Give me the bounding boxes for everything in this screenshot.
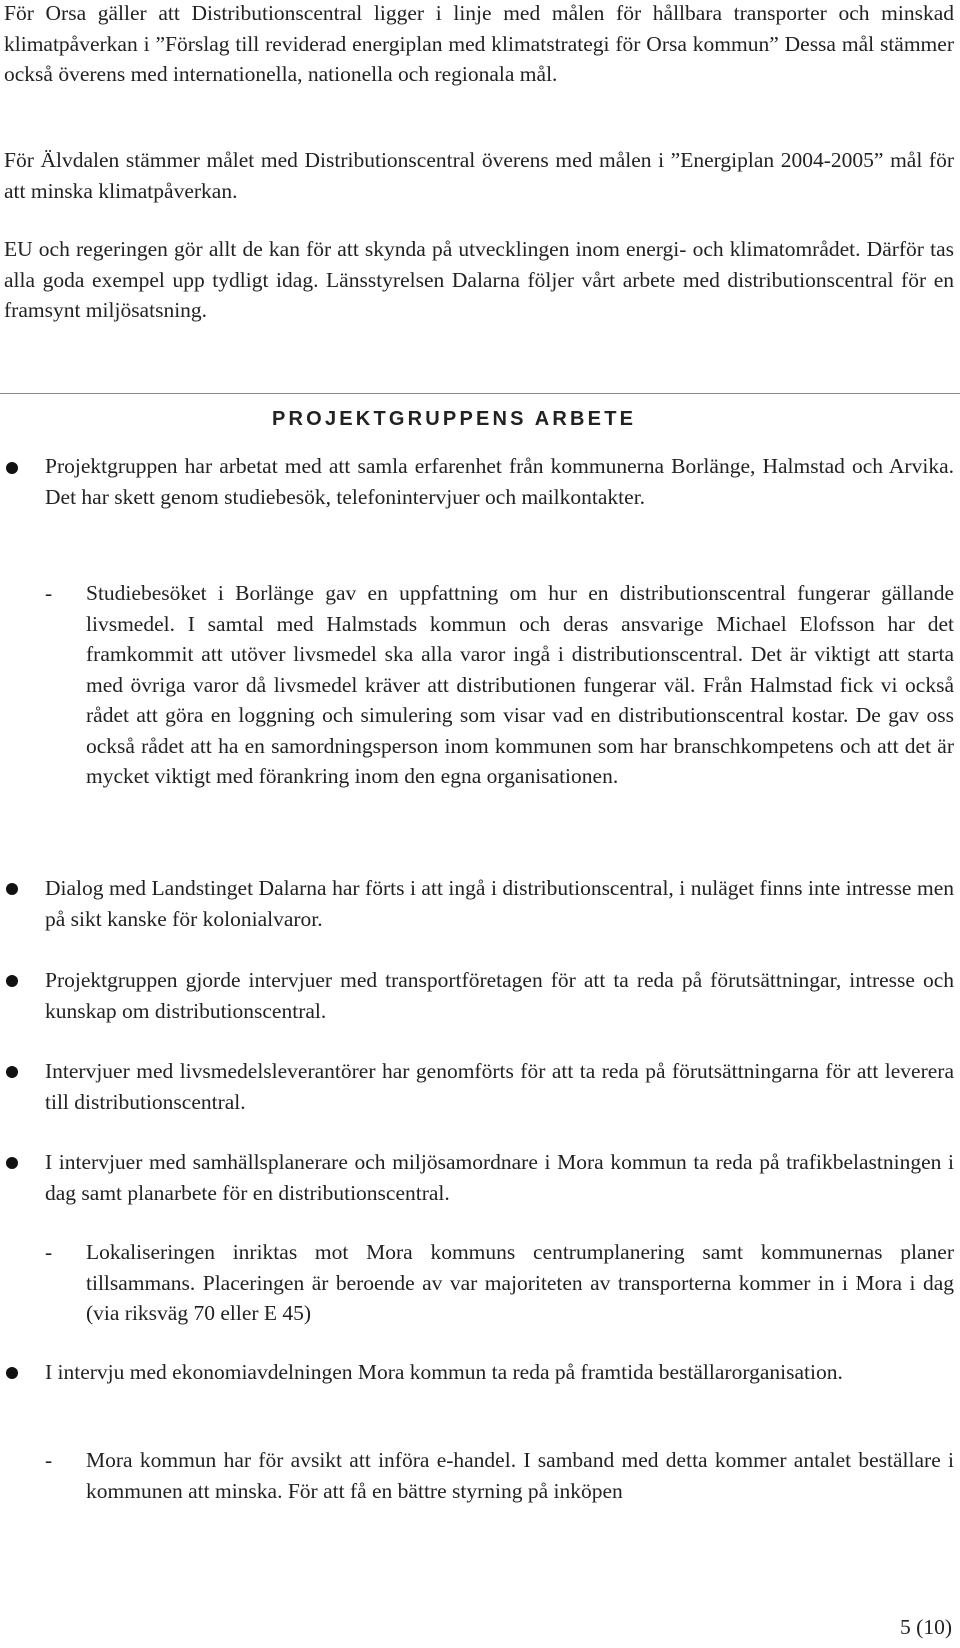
bullet-item-transportforetagen: Projektgruppen gjorde intervjuer med transportföretagen för att ta reda på förutsättningar, intresse och kunskap om distributionscentral. — [45, 968, 954, 1023]
page-number: 5 (10) — [900, 1615, 952, 1639]
bullet-item-ekonomiavdelningen: I intervju med ekonomiavdelningen Mora kommun ta reda på framtida beställarorganisation. — [45, 1360, 843, 1384]
bullet-icon — [6, 883, 18, 895]
bullet-icon — [6, 1367, 18, 1379]
dash-item-lokaliseringen: Lokaliseringen inriktas mot Mora kommuns centrumplanering samt kommunernas planer tillsammans. Placeringen är beroende av var majoriteten av transporterna kommer in i Mora i dag (via riksväg 70 eller E 45) — [86, 1240, 954, 1325]
section-divider — [0, 393, 960, 394]
dash-item-studiebesok: Studiebesöket i Borlänge gav en uppfattning om hur en distributionscentral fungerar gällande livsmedel. I samtal med Halmstads kommun och deras ansvarige Michael Elofsson har det framkommit att utöver livsmedel ska alla varor ingå i distributionscentral. Det är viktigt att starta med övriga varor då livsmedel kräver att distributionen fungerar väl. Från Halmstad fick vi också rådet att göra en loggning och simulering som visar vad en distributionscentral kostar. De gav oss också rådet att ha en samordningsperson inom kommunen som har branschkompetens och att det är mycket viktigt med förankring inom den egna organisationen. — [86, 581, 954, 788]
dash-item-ehandel: Mora kommun har för avsikt att införa e-handel. I samband med detta kommer antalet beställare i kommunen att minska. För att få en bättre styrning på inköpen — [86, 1448, 954, 1503]
bullet-icon — [6, 975, 18, 987]
dash-marker: - — [45, 1448, 53, 1472]
bullet-icon — [6, 462, 18, 474]
bullet-item-samhallsplanerare: I intervjuer med samhällsplanerare och miljösamordnare i Mora kommun ta reda på trafikbelastningen i dag samt planarbete för en distributionscentral. — [45, 1150, 954, 1205]
dash-marker: - — [45, 1240, 53, 1264]
bullet-item-erfarenhet: Projektgruppen har arbetat med att samla erfarenhet från kommunerna Borlänge, Halmstad och Arvika. Det har skett genom studiebesök, telefonintervjuer och mailkontakter. — [45, 454, 954, 509]
bullet-icon — [6, 1066, 18, 1078]
intro-paragraph-alvdalen: För Älvdalen stämmer målet med Distributionscentral överens med målen i ”Energiplan 2004-2005” mål för att minska klimatpåverkan. — [4, 148, 954, 203]
bullet-item-livsmedelsleverantorer: Intervjuer med livsmedelsleverantörer har genomförts för att ta reda på förutsättningarna för att leverera till distributionscentral. — [45, 1059, 954, 1114]
section-heading: PROJEKTGRUPPENS ARBETE — [272, 408, 637, 430]
intro-paragraph-orsa: För Orsa gäller att Distributionscentral ligger i linje med målen för hållbara transporter och minskad klimatpåverkan i ”Förslag till reviderad energiplan med klimatstrategi för Orsa kommun” Dessa mål stämmer också överens med internationella, nationella och regionala mål. — [4, 1, 954, 86]
intro-paragraph-eu: EU och regeringen gör allt de kan för att skynda på utvecklingen inom energi- och klimatområdet. Därför tas alla goda exempel upp tydligt idag. Länsstyrelsen Dalarna följer vårt arbete med distributionscentral för en framsynt miljösatsning. — [4, 237, 954, 322]
dash-marker: - — [45, 581, 53, 605]
bullet-icon — [6, 1157, 18, 1169]
bullet-item-landstinget: Dialog med Landstinget Dalarna har förts i att ingå i distributionscentral, i nuläget finns inte intresse men på sikt kanske för kolonialvaror. — [45, 876, 954, 931]
